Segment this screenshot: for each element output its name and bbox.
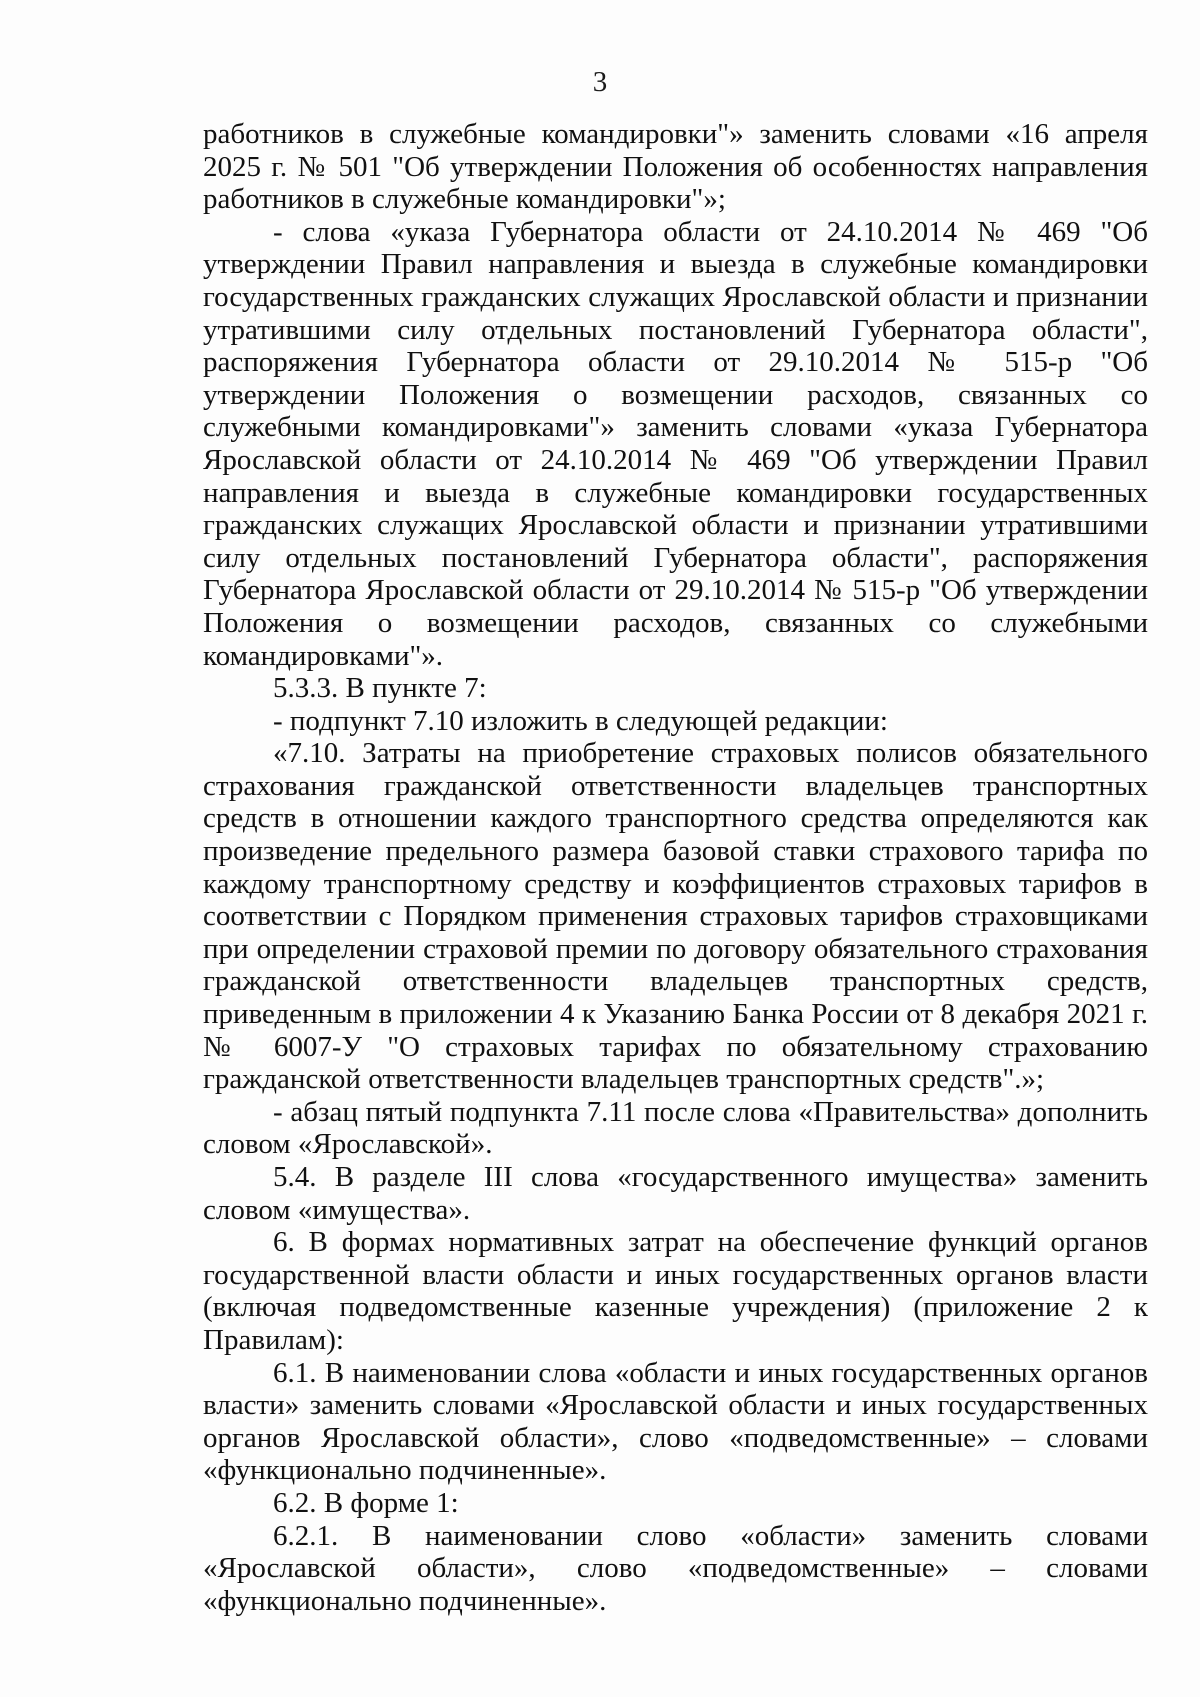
paragraph-5-4: 5.4. В разделе III слова «государственного имущества» заменить словом «имущества». [203, 1161, 1148, 1226]
document-body [203, 118, 1148, 1617]
paragraph-subpoint-7-10-intro: - подпункт 7.10 изложить в следующей редакции: [273, 704, 888, 737]
paragraph-6-2: 6.2. В форме 1: [273, 1486, 459, 1519]
paragraph-7-11: - абзац пятый подпункта 7.11 после слова «Правительства» дополнить словом «Ярославской». [203, 1095, 1148, 1161]
paragraph-6: 6. В формах нормативных затрат на обеспечение функций органов государственной власти области и иных государственных органов власти (включая подведомственные казенные учреждения) (приложение 2 к Правилам): [203, 1226, 1148, 1356]
paragraph-continuation: работников в служебные командировки"» заменить словами «16 апреля 2025 г. № 501 "Об утверждении Положения об особенностях направления работников в служебные командировки"»; [203, 118, 1148, 216]
paragraph-6-2-1: 6.2.1. В наименовании слово «области» заменить словами «Ярославской области», слово «подведомственные» – словами «функционально подчиненные». [203, 1519, 1148, 1617]
paragraph-5-3-3: 5.3.3. В пункте 7: [273, 672, 487, 705]
paragraph-7-10-text: «7.10. Затраты на приобретение страховых полисов обязательного страхования гражданской ответственности владельцев транспортных средств в отношении каждого транспортного средства определяются как произведение предельного размера базовой ставки страхового тарифа по каждому транспортному средству и коэффициентов страховых тарифов в соответствии с Порядком применения страховых тарифов страховщиками при определении страховой премии по договору обязательного страхования гражданской ответственности владельцев транспортных средств, приведенным в приложении 4 к Указанию Банка России от 8 декабря 2021 г. № 6007-У "О страховых тарифах по обязательному страхованию гражданской ответственности владельцев транспортных средств".»; [203, 737, 1148, 1096]
paragraph-decree-words: - слова «указа Губернатора области от 24.10.2014 № 469 "Об утверждении Правил направления и выезда в служебные командировки государственных гражданских служащих Ярославской области и признании утратившими силу отдельных постановлений Губернатора области", распоряжения Губернатора области от 29.10.2014 № 515-р "Об утверждении Положения о возмещении расходов, связанных со служебными командировками"» заменить словами «указа Губернатора Ярославской области от 24.10.2014 № 469 "Об утверждении Правил направления и выезда в служебные командировки государственных гражданских служащих Ярославской области и признании утратившими силу отдельных постановлений Губернатора области", распоряжения Губернатора Ярославской области от 29.10.2014 № 515-р "Об утверждении Положения о возмещении расходов, связанных со служебными командировками"». [203, 215, 1148, 672]
paragraph-6-1: 6.1. В наименовании слова «области и иных государственных органов власти» заменить словами «Ярославской области и иных государственных органов Ярославской области», слово «подведомственные» – словами «функционально подчиненные». [203, 1356, 1148, 1487]
page-number: 3 [592, 66, 608, 98]
